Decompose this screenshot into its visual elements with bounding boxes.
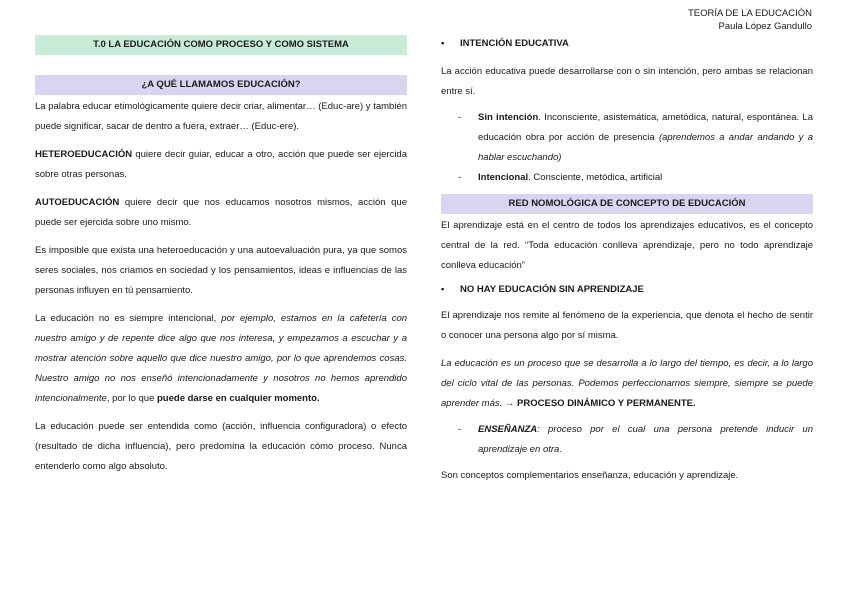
section-heading-red-nomologica: RED NOMOLÓGICA DE CONCEPTO DE EDUCACIÓN <box>441 194 813 214</box>
paragraph-heteroeducation <box>35 145 407 185</box>
intencional-definition: . Consciente, metódica, artificial <box>528 172 663 183</box>
bullet-intencion-educativa <box>441 36 813 52</box>
sin-intencion-example: (aprendemos a andar andando y a hablar escuchando) <box>478 132 813 163</box>
dash-marker: - <box>458 424 462 435</box>
list-item-ensenanza <box>441 420 813 460</box>
section-heading-question: ¿A QUÉ LLAMAMOS EDUCACIÓN? <box>35 75 407 95</box>
course-title: TEORÍA DE LA EDUCACIÓN <box>687 8 812 19</box>
dynamic-process-text: La educación es un proceso que se desarrolla a lo largo del tiempo, es decir, a lo largo del ciclo vital de las personas. Podemos perfeccionarnos siempre, siempre se puede aprender más. <box>441 358 813 409</box>
bullet-label: INTENCIÓN EDUCATIVA <box>460 38 569 49</box>
paragraph-dynamic-process <box>441 354 813 414</box>
list-item-text <box>478 108 813 168</box>
intentional-conclusion: puede darse en cualquier momento. <box>157 393 320 404</box>
right-column <box>441 35 813 486</box>
dynamic-process-conclusion: PROCESO DINÁMICO Y PERMANENTE. <box>517 398 696 409</box>
term-ensenanza: ENSEÑANZA <box>478 424 538 435</box>
term-intencional: Intencional <box>478 172 529 183</box>
autoeducation-definition: quiere decir que nos educamos nosotros mismos, acción que puede ser ejercida sobre uno mismo. <box>35 197 407 228</box>
paragraph-process: La educación puede ser entendida como (acción, influencia configuradora) o efecto (resultado de dicha influencia), pero predomina la educación cómo proceso. Nunca entenderlo como algo absoluto. <box>35 421 407 472</box>
paragraph-learning-center: El aprendizaje está en el centro de todos los aprendizajes educativos, es el concepto central de la red. “Toda educación conlleva aprendizaje, pero no todo aprendizaje conlleva educación” <box>441 220 813 271</box>
bullet-no-hay-educacion <box>441 282 813 298</box>
term-sin-intencion: Sin intención <box>478 112 539 123</box>
heteroeducation-definition: quiere decir guiar, educar a otro, acción que puede ser ejercida sobre otras personas. <box>35 149 407 180</box>
paragraph-experience: El aprendizaje nos remite al fenómeno de la experiencia, que denota el hecho de sentir o conocer una persona algo por sí misma. <box>441 310 813 341</box>
bullet-label: NO HAY EDUCACIÓN SIN APRENDIZAJE <box>460 284 644 295</box>
paragraph-complementary: Son conceptos complementarios enseñanza, educación y aprendizaje. <box>441 470 739 481</box>
dash-marker: - <box>458 172 462 183</box>
paragraph-intention: La acción educativa puede desarrollarse con o sin intención, pero ambas se relacionan entre sí. <box>441 66 813 97</box>
ensenanza-period: . <box>559 444 562 455</box>
intentional-example: por ejemplo, estamos en la cafetería con nuestro amigo y de repente dice algo que nos interesa, y empezamos a escuchar y a mostrar atención sobre aquello que dice nuestro amigo, por lo que aprendemos cosas. Nuestro amigo no nos enseñó intencionadamente y nosotros no hemos aprendido intencionalmente <box>35 313 408 404</box>
paragraph-etymology: La palabra educar etimológicamente quiere decir criar, alimentar… (Educ-are) y también puede significar, sacar de dentro a fuera, extraer… (Educ-ere). <box>35 101 407 132</box>
ensenanza-definition: : proceso por el cual una persona pretende inducir un aprendizaje en otra <box>478 424 813 455</box>
list-item-text <box>478 168 813 188</box>
paragraph-autoeducation <box>35 193 407 233</box>
left-column <box>35 35 407 477</box>
list-item-intencional <box>441 168 813 188</box>
paragraph-intentional <box>35 309 407 409</box>
sin-intencion-definition: . Inconsciente, asistemática, ametódica, natural, espontánea. La educación obra por acción de presencia <box>478 112 813 143</box>
dash-marker: - <box>458 112 462 123</box>
paragraph-social-beings: Es imposible que exista una heteroeducación y una autoevaluación pura, ya que somos seres sociales, nos criamos en sociedad y los pensamientos, ideas e influencias de las personas influyen en tú pensamiento. <box>35 245 407 296</box>
unit-title: T.0 LA EDUCACIÓN COMO PROCESO Y COMO SISTEMA <box>35 35 407 55</box>
intentional-intro: La educación no es siempre intencional, <box>35 313 222 324</box>
list-item-text <box>478 420 813 460</box>
bullet-icon: • <box>441 38 445 49</box>
author-name: Paula López Gandullo <box>718 21 812 32</box>
bullet-icon: • <box>441 284 445 295</box>
intentional-connector: , por lo que <box>106 393 157 404</box>
term-autoeducation: AUTOEDUCACIÓN <box>35 197 120 208</box>
term-heteroeducation: HETEROEDUCACIÓN <box>35 149 133 160</box>
page-header <box>688 7 812 33</box>
list-item-sin-intencion <box>441 108 813 168</box>
arrow-icon: → <box>502 398 518 409</box>
